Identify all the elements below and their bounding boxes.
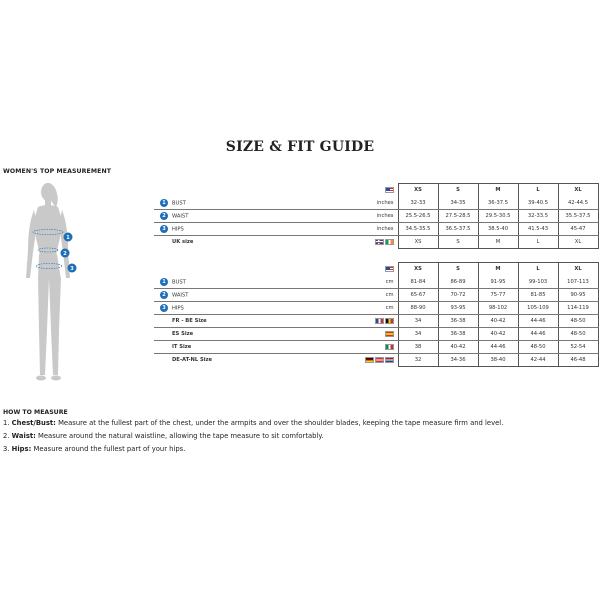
table-cell: 70-72 — [438, 289, 478, 302]
table-cell: 52-54 — [558, 341, 598, 354]
table-row — [154, 197, 598, 210]
table-cell: 114-119 — [558, 302, 598, 315]
table-cell: 38.5-40 — [478, 223, 518, 236]
size-header: XS — [398, 263, 438, 276]
table-row — [154, 210, 598, 223]
table-cell: M — [478, 236, 518, 249]
row-label: WAIST — [172, 292, 189, 299]
table-cell: 44-46 — [478, 341, 518, 354]
de-flag-icon — [365, 357, 374, 363]
row-label: FR - BE Size — [172, 318, 207, 324]
unit-label: inches — [358, 197, 398, 210]
table-row — [154, 315, 598, 328]
table-cell: 32-33 — [398, 197, 438, 210]
how-to-heading: HOW TO MEASURE — [3, 409, 68, 416]
table-cell: XS — [398, 236, 438, 249]
table-cell: 107-113 — [558, 276, 598, 289]
table-cell: 34.5-35.5 — [398, 223, 438, 236]
size-header: XS — [398, 184, 438, 197]
table-cell: 42-44.5 — [558, 197, 598, 210]
table-cell: 88-90 — [398, 302, 438, 315]
table-cell: 93-95 — [438, 302, 478, 315]
ie-flag-icon — [385, 239, 394, 245]
row-label: WAIST — [172, 213, 189, 220]
size-header: XL — [558, 263, 598, 276]
table-cell: 90-95 — [558, 289, 598, 302]
size-header: S — [438, 184, 478, 197]
table-cell: 36-38 — [438, 315, 478, 328]
number-badge: 1 — [160, 278, 168, 286]
table-row — [154, 276, 598, 289]
section-subtitle: WOMEN'S TOP MEASUREMENT — [3, 168, 112, 175]
table-cell: 35.5-37.5 — [558, 210, 598, 223]
table-cell: 38 — [398, 341, 438, 354]
table-cell: L — [518, 236, 558, 249]
size-header: M — [478, 184, 518, 197]
size-header: XL — [558, 184, 598, 197]
instruction-item: 1. Chest/Bust: Measure at the fullest part of the chest, under the armpits and over the shoulder blades, keeping the tape measure firm and level. — [3, 419, 504, 427]
table-cell: 27.5-28.5 — [438, 210, 478, 223]
table-cell: 105-109 — [518, 302, 558, 315]
at-flag-icon — [375, 357, 384, 363]
row-label: HIPS — [172, 226, 184, 233]
table-cell: 44-46 — [518, 328, 558, 341]
row-label: BUST — [172, 279, 186, 286]
instruction-item: 3. Hips: Measure around the fullest part of your hips. — [3, 445, 186, 453]
row-label: DE-AT-NL Size — [172, 357, 213, 364]
body-silhouette — [18, 180, 86, 390]
row-label: HIPS — [172, 305, 184, 312]
svg-text:3: 3 — [70, 266, 74, 272]
number-badge: 3 — [160, 304, 168, 312]
svg-text:2: 2 — [63, 251, 67, 257]
table-cell: 38-40 — [478, 354, 518, 367]
unit-label: inches — [358, 210, 398, 223]
table-cell: 34 — [398, 315, 438, 328]
table-cell: 45-47 — [558, 223, 598, 236]
figure-marker-2 — [61, 249, 70, 258]
us-flag-icon — [385, 187, 394, 193]
page-title: SIZE & FIT GUIDE — [225, 139, 375, 155]
table-row — [154, 354, 598, 367]
table-header-row — [154, 263, 598, 276]
row-label: ES Size — [172, 331, 194, 337]
table-cell: 36.5-37.5 — [438, 223, 478, 236]
table-cell: 36-38 — [438, 328, 478, 341]
table-cell: 34-35 — [438, 197, 478, 210]
table-cell: 34 — [398, 328, 438, 341]
table-header-row — [154, 184, 598, 197]
table-cell: 40-42 — [438, 341, 478, 354]
table-cell: 42-44 — [518, 354, 558, 367]
table-row — [154, 236, 598, 249]
table-cell: 99-103 — [518, 276, 558, 289]
row-label: IT Size — [172, 344, 192, 350]
size-header: L — [518, 184, 558, 197]
table-cell: 48-50 — [558, 315, 598, 328]
table-cell: 29.5-30.5 — [478, 210, 518, 223]
table-cell: 36-37.5 — [478, 197, 518, 210]
us-flag-icon — [385, 266, 394, 272]
svg-text:1: 1 — [66, 235, 70, 241]
table-cell: 86-89 — [438, 276, 478, 289]
table-row — [154, 223, 598, 236]
table-cell: 40-42 — [478, 328, 518, 341]
be-flag-icon — [385, 318, 394, 324]
table-cell: 48-50 — [518, 341, 558, 354]
unit-label: cm — [358, 289, 398, 302]
table-cell: XL — [558, 236, 598, 249]
table-cell: 39-40.5 — [518, 197, 558, 210]
figure-marker-1 — [64, 233, 73, 242]
table-cell: 98-102 — [478, 302, 518, 315]
table-row — [154, 328, 598, 341]
it-flag-icon — [385, 344, 394, 350]
number-badge: 2 — [160, 291, 168, 299]
inches-size-table — [154, 183, 599, 249]
nl-flag-icon — [385, 357, 394, 363]
unit-label: cm — [358, 302, 398, 315]
size-header: S — [438, 263, 478, 276]
table-cell: 34-36 — [438, 354, 478, 367]
size-header: M — [478, 263, 518, 276]
table-row — [154, 302, 598, 315]
fr-flag-icon — [375, 318, 384, 324]
table-cell: 46-48 — [558, 354, 598, 367]
table-cell: 32 — [398, 354, 438, 367]
size-header: L — [518, 263, 558, 276]
unit-label: cm — [358, 276, 398, 289]
table-cell: 81-84 — [398, 276, 438, 289]
cm-size-table — [154, 262, 599, 367]
row-label: UK size — [172, 239, 194, 246]
uk-flag-icon — [375, 239, 384, 245]
table-cell: 32-33.5 — [518, 210, 558, 223]
instruction-item: 2. Waist: Measure around the natural waistline, allowing the tape measure to sit comfortably. — [3, 432, 324, 440]
table-cell: 44-46 — [518, 315, 558, 328]
table-cell: 91-95 — [478, 276, 518, 289]
table-cell: 81-85 — [518, 289, 558, 302]
table-cell: S — [438, 236, 478, 249]
table-row — [154, 289, 598, 302]
table-cell: 65-67 — [398, 289, 438, 302]
table-cell: 40-42 — [478, 315, 518, 328]
number-badge: 1 — [160, 199, 168, 207]
table-cell: 48-50 — [558, 328, 598, 341]
table-row — [154, 341, 598, 354]
number-badge: 2 — [160, 212, 168, 220]
es-flag-icon — [385, 331, 394, 337]
table-cell: 41.5-43 — [518, 223, 558, 236]
table-cell: 75-77 — [478, 289, 518, 302]
figure-marker-3 — [68, 264, 77, 273]
row-label: BUST — [172, 200, 186, 207]
unit-label: inches — [358, 223, 398, 236]
number-badge: 3 — [160, 225, 168, 233]
table-cell: 25.5-26.5 — [398, 210, 438, 223]
how-to-measure-section — [3, 408, 503, 456]
